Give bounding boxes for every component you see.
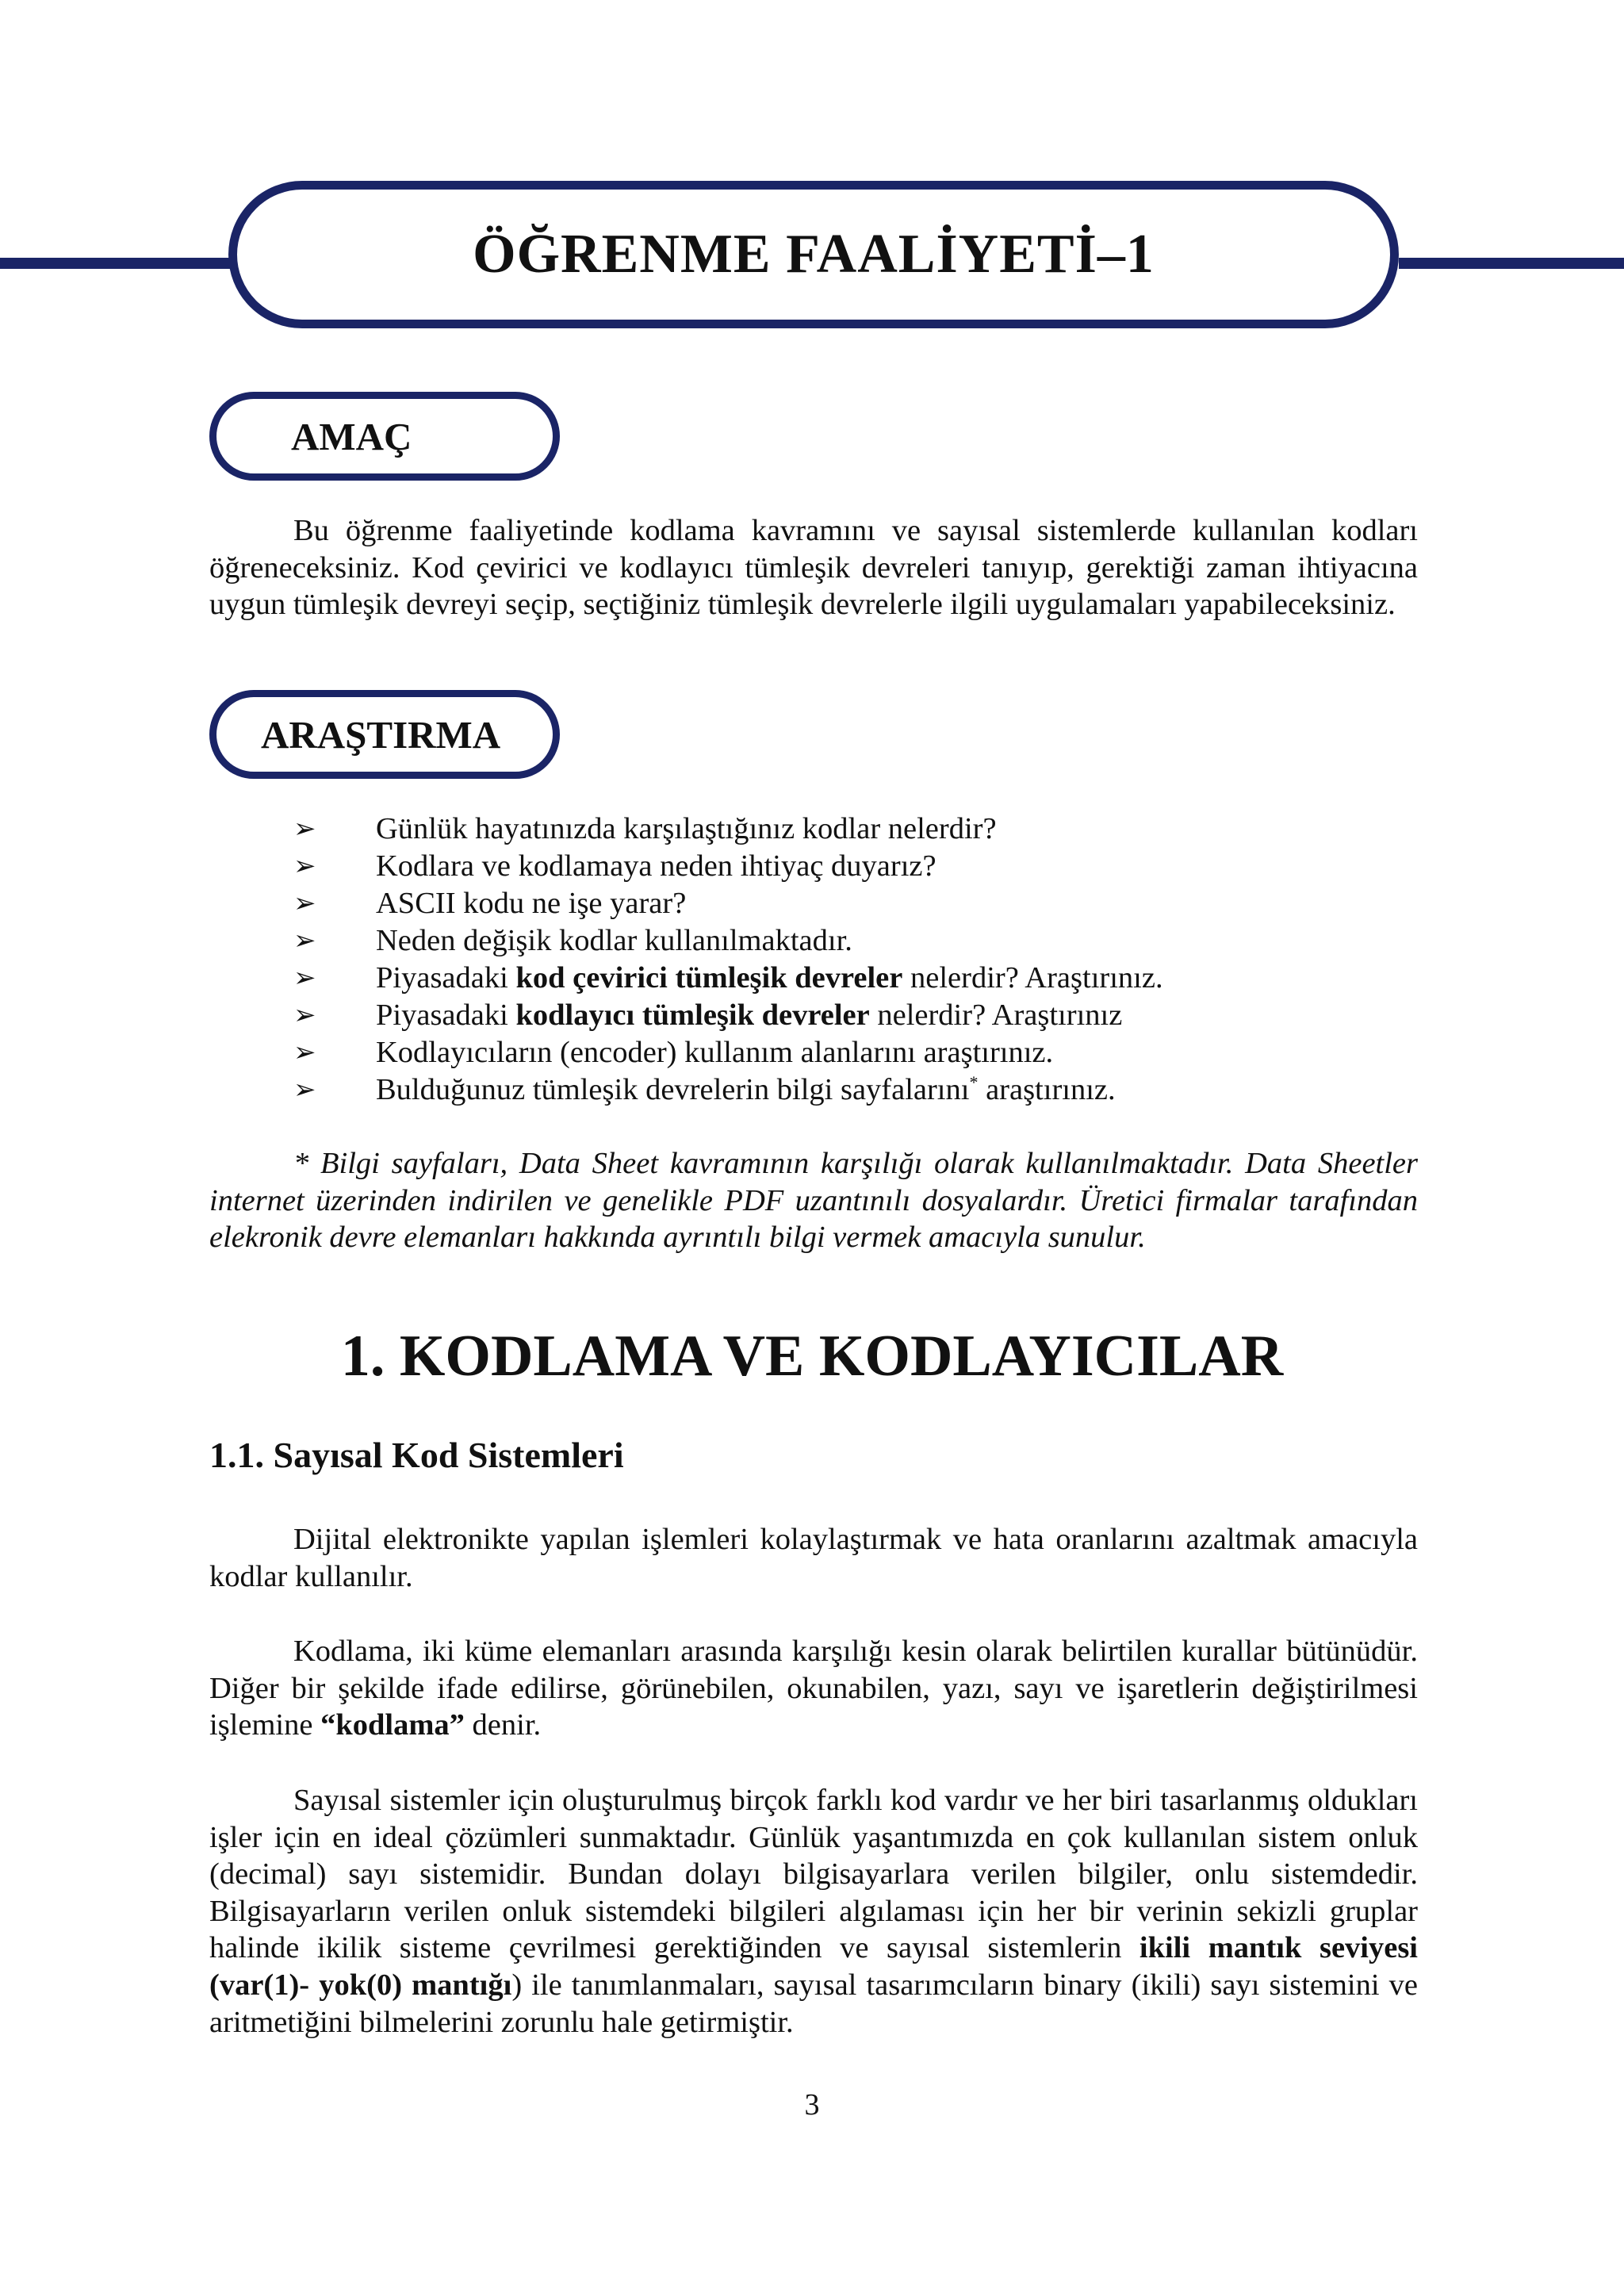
- paragraph-2: Kodlama, iki küme elemanları arasında karşılığı kesin olarak belirtilen kurallar bütünüdür. Diğer bir şekilde ifade edilirse, görünebilen, okunabilen, yazı, sayı ve işaretlerin değiştirilmesi işlemine “kodlama” denir.: [209, 1635, 1418, 1742]
- arastirma-heading-frame: [209, 690, 560, 779]
- footnote: [209, 1145, 1418, 1256]
- list-item: ➢ Piyasadaki kodlayıcı tümleşik devreler nelerdir? Araştırınız: [293, 997, 1163, 1034]
- subsection-heading: 1.1. Sayısal Kod Sistemleri: [209, 1435, 624, 1475]
- activity-title: ÖĞRENME FAALİYETİ–1: [473, 224, 1155, 285]
- logic-level-term: ikili mantık seviyesi (var(1)- yok(0) mantığı: [209, 1931, 1418, 2002]
- header-rule-left: [0, 258, 230, 269]
- amac-paragraph: [209, 512, 1418, 623]
- footnote-marker: *: [969, 1072, 979, 1093]
- arrow-bullet-icon: ➢: [293, 999, 316, 1031]
- arrow-bullet-icon: ➢: [293, 850, 316, 882]
- paragraph-1: Dijital elektronikte yapılan işlemleri kolaylaştırmak ve hata oranlarını azaltmak amacıyla kodlar kullanılır.: [209, 1523, 1418, 1593]
- kodlama-term: “kodlama”: [320, 1708, 465, 1742]
- arrow-bullet-icon: ➢: [293, 887, 316, 919]
- paragraph-3: Sayısal sistemler için oluşturulmuş birçok farklı kod vardır ve her biri tasarlanmış oldukları işler için en ideal çözümleri sunmaktadır. Günlük yaşantımızda en çok kullanılan sistem onluk (decimal) sayı sistemidir. Bundan dolayı bilgisayarlara verilen bilgiler, onlu sistemdedir. Bilgisayarların verilen onluk sistemdeki bilgileri algılaması için her bir verinin sekizli gruplar halinde ikilik sisteme çevrilmesi gerektiğinden ve sayısal sistemlerin ikili mantık seviyesi (var(1)- yok(0) mantığı) ile tanımlanmaları, sayısal tasarımcıların binary (ikili) sayı sistemini ve aritmetiğini bilmelerini zorunlu hale getirmiştir.: [209, 1784, 1418, 2039]
- amac-text: Bu öğrenme faaliyetinde kodlama kavramını ve sayısal sistemlerde kullanılan kodları öğreneceksiniz. Kod çevirici ve kodlayıcı tümleşik devreleri tanıyıp, gerektiği zaman ihtiyacına uygun tümleşik devreyi seçip, seçtiğiniz tümleşik devrelerle ilgili uygulamaları yapabileceksiniz.: [209, 514, 1418, 622]
- list-item: ➢ Bulduğunuz tümleşik devrelerin bilgi sayfalarını* araştırınız.: [293, 1071, 1163, 1109]
- arrow-bullet-icon: ➢: [293, 1037, 316, 1068]
- list-item: ➢ Kodlara ve kodlamaya neden ihtiyaç duyarız?: [293, 848, 1163, 885]
- list-item: ➢ Neden değişik kodlar kullanılmaktadır.: [293, 922, 1163, 960]
- arastirma-list: [293, 811, 1163, 1109]
- list-item: ➢ ASCII kodu ne işe yarar?: [293, 885, 1163, 922]
- arrow-bullet-icon: ➢: [293, 813, 316, 845]
- list-item: ➢ Piyasadaki kod çevirici tümleşik devreler nelerdir? Araştırınız.: [293, 960, 1163, 997]
- amac-heading: AMAÇ: [291, 414, 412, 458]
- arrow-bullet-icon: ➢: [293, 925, 316, 956]
- activity-title-frame: [228, 181, 1399, 328]
- list-item: ➢ Kodlayıcıların (encoder) kullanım alanlarını araştırınız.: [293, 1034, 1163, 1071]
- arrow-bullet-icon: ➢: [293, 1074, 316, 1106]
- arastirma-heading: ARAŞTIRMA: [261, 712, 501, 757]
- section-heading: 1. KODLAMA VE KODLAYICILAR: [340, 1324, 1284, 1389]
- list-item: ➢ Günlük hayatınızda karşılaştığınız kodlar nelerdir?: [293, 811, 1163, 848]
- page-number: 3: [804, 2088, 820, 2121]
- arrow-bullet-icon: ➢: [293, 962, 316, 994]
- amac-heading-frame: [209, 392, 560, 481]
- footnote-text: * Bilgi sayfaları, Data Sheet kavramının karşılığı olarak kullanılmaktadır. Data Sheetler internet üzerinden indirilen ve genelikle PDF uzantınılı dosyalardır. Üretici firmalar tarafından elekronik devre elemanları hakkında ayrıntılı bilgi vermek amacıyla sunulur.: [209, 1147, 1418, 1255]
- header-rule-right: [1399, 258, 1624, 269]
